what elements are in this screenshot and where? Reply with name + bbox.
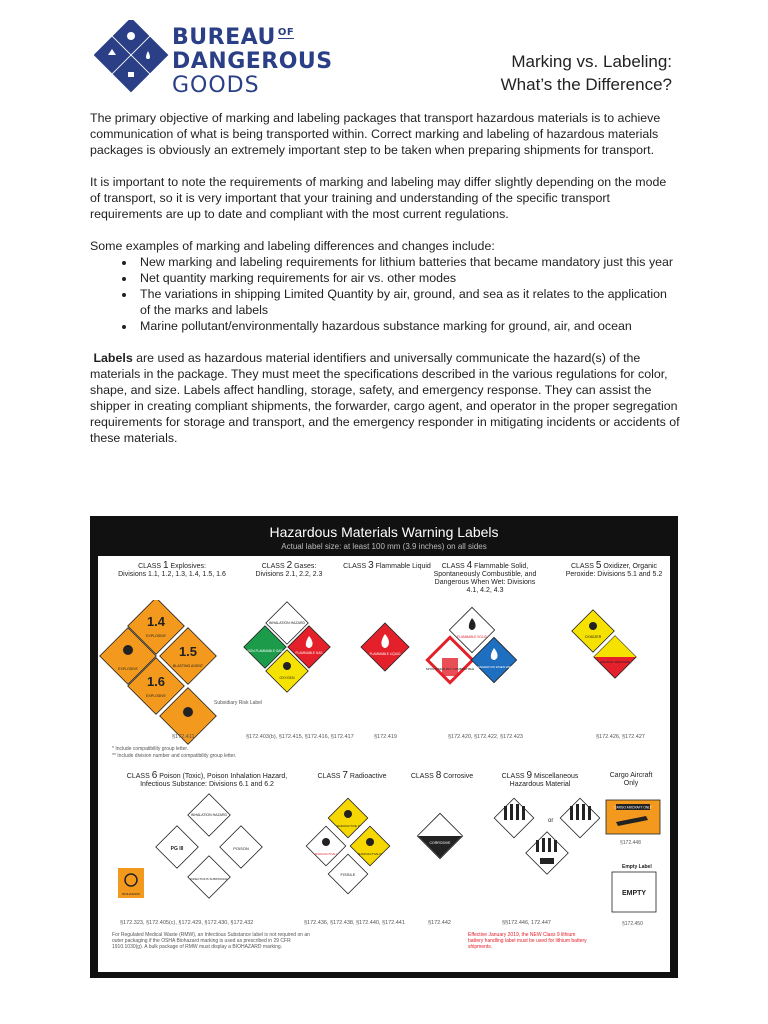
class-3-ref: §172.419 [374,734,397,740]
svg-text:CARGO AIRCRAFT ONLY: CARGO AIRCRAFT ONLY [614,805,652,810]
logo-wordmark [172,26,333,98]
poison-label [220,826,262,868]
paragraph-3: Some examples of marking and labeling differences and changes include: [90,239,495,253]
radioactive-i-label [306,826,346,866]
class-9-heading: CLASS 9 Miscellaneous Hazardous Material [501,770,579,788]
row-2-labels [98,792,670,952]
footnote-2: ** Include division number and compatibility group letter. [112,753,237,759]
differences-list [90,254,680,334]
svg-text:SPONTANEOUSLY COMBUSTIBLE: SPONTANEOUSLY COMBUSTIBLE [425,667,475,671]
subsidiary-note: Subsidiary Risk Label [214,700,263,706]
svg-text:RADIOACTIVE I: RADIOACTIVE I [314,852,338,856]
svg-text:1.6: 1.6 [146,674,166,689]
logo-line3: GOODS [172,73,260,98]
cargo-ref: §172.448 [620,840,641,846]
rmw-note: For Regulated Medical Waste (RMW), an Infectious Substance label is not required on an outer packaging if the OSHA Biohazard marking is used as prescribed in 29 CFR 1910.1030(g). A bulk package of RMW must display a BIOHAZARD marking. [112,932,310,950]
class-6-ref: §172.323, §172.405(c), §172.429, §172.430, §172.432 [120,920,254,926]
class-9-alt-label [560,798,600,838]
title-line-2: What’s the Difference? [500,75,672,94]
logo-diamonds-icon [94,20,170,104]
logo-of: OF [277,27,295,38]
article-body [90,110,680,462]
poison-pg3-label [156,826,198,868]
radioactive-iii-label [350,826,390,866]
class-8-heading: CLASS 8 Corrosive [410,770,474,781]
hazmat-labels-chart [90,516,678,978]
labels-term: Labels [93,351,133,365]
svg-text:FLAMMABLE LIQUID: FLAMMABLE LIQUID [369,652,401,656]
svg-text:DANGEROUS WHEN WET: DANGEROUS WHEN WET [475,665,513,669]
logo-line2: DANGEROUS [172,49,333,74]
infectious-substance-label [188,856,230,898]
svg-text:INHALATION HAZARD: INHALATION HAZARD [190,813,228,817]
svg-text:FLAMMABLE SOLID: FLAMMABLE SOLID [457,635,487,639]
flammable-liquid-label [361,623,409,671]
svg-text:NON-FLAMMABLE GAS: NON-FLAMMABLE GAS [247,649,283,653]
svg-text:FISSILE: FISSILE [340,872,356,877]
footnote-1: * Include compatibility group letter. [112,746,189,752]
class-3-heading: CLASS 3 Flammable Liquid [343,560,431,571]
svg-text:EMPTY: EMPTY [621,890,647,897]
cargo-aircraft-heading: Cargo Aircraft Only [609,772,653,787]
radioactive-ii-label [328,798,368,838]
page-title [501,50,672,96]
class-8-ref: §172.442 [428,920,451,926]
class-2-ref: §172.403(b), §172.415, §172.416, §172.417 [246,734,354,740]
svg-text:CORROSIVE: CORROSIVE [429,841,451,845]
biohazard-marking [118,868,144,898]
chart-title: Hazardous Materials Warning Labels [269,524,499,540]
class-2-heading: CLASS 2 Gases: Divisions 2.1, 2.2, 2.3 [255,560,323,578]
svg-text:BLASTING AGENT: BLASTING AGENT [172,664,204,668]
class-5-heading: CLASS 5 Oxidizer, Organic Peroxide: Divisions 5.1 and 5.2 [565,560,663,578]
inhalation-hazard-6-label [188,794,230,836]
or-text: or [548,818,554,824]
list-item: • Net quantity marking requirements for air vs. other modes [136,270,680,286]
fissile-label [328,854,368,894]
paragraph-4-text: are used as hazardous material identifiers and universally communicate the hazard(s) of the materials in the package. They must meet the specifications described in the various regulations for color, shape, and size. Labels affect handling, storage, safety, and emergency response. They can assist the shipper in creating compliant shipments, the forwarder, cargo agent, and operator in the proper segregation requirements for storage and transport, and the emergency responder in mitigating incidents or accidents of these materials. [90,351,680,445]
svg-text:BIOHAZARD: BIOHAZARD [122,892,140,896]
bureau-logo [94,20,334,104]
svg-text:POISON: POISON [233,846,249,851]
lithium-battery-label [526,832,568,874]
list-item: • New marking and labeling requirements for lithium batteries that became mandatory just this year [136,254,680,270]
title-line-1: Marking vs. Labeling: [511,52,672,71]
svg-text:EXPLOSIVE: EXPLOSIVE [146,694,166,698]
empty-label-title: Empty Label [622,864,652,870]
svg-text:RADIOACTIVE III: RADIOACTIVE III [358,852,382,856]
lithium-note: Effective January 2019, the NEW Class 9 lithium battery handling label must be used for lithium battery shipments. [468,932,587,950]
paragraph-1: The primary objective of marking and labeling packages that transport hazardous materials is to achieve communication of what is being transported within. Correct marking and labeling of hazardous materials packages is obviously an extremely important step to be taken when preparing shipments for transport. [90,111,661,157]
svg-text:1.5: 1.5 [178,644,198,659]
class-5-ref: §172.426, §172.427 [596,734,645,740]
svg-text:OXIDIZER: OXIDIZER [584,635,602,639]
empty-ref: §172.450 [622,921,643,927]
corrosive-label [417,813,462,858]
svg-text:RADIOACTIVE II: RADIOACTIVE II [336,824,360,828]
logo-line1: BUREAU [172,25,276,50]
svg-text:INFECTIOUS SUBSTANCE: INFECTIOUS SUBSTANCE [190,877,228,881]
svg-text:OXYGEN: OXYGEN [279,676,295,680]
class-4-heading: CLASS 4 Flammable Solid, Spontaneously Combustible, and Dangerous When Wet: Divisions 4.1, 4.2, 4.3 [433,560,537,594]
row-1-labels [98,600,670,800]
chart-panel [98,556,670,972]
svg-text:ORGANIC PEROXIDE: ORGANIC PEROXIDE [599,660,631,664]
class-1-heading: CLASS 1 Explosives: Divisions 1.1, 1.2, 1.3, 1.4, 1.5, 1.6 [118,560,226,578]
cargo-aircraft-only-label [606,800,660,834]
svg-text:EXPLOSIVE: EXPLOSIVE [146,634,166,638]
class-7-ref: §172.436, §172.438, §172.440, §172.441 [304,920,405,926]
svg-text:INHALATION HAZARD: INHALATION HAZARD [268,621,306,625]
list-item: • The variations in shipping Limited Quantity by air, ground, and sea as it relates to the application of the marks and labels [136,286,680,318]
paragraph-4 [90,350,680,446]
class-6-heading: CLASS 6 Poison (Toxic), Poison Inhalation Hazard, Infectious Substance: Divisions 6.1 and 6.2 [126,770,288,788]
paragraph-2: It is important to note the requirements of marking and labeling may differ slightly depending on the mode of transport, so it is very important that your training and understanding of the specific transport requirements are up to date and compliant with the most current regulations. [90,175,667,221]
svg-text:1.4: 1.4 [146,614,166,629]
svg-text:FLAMMABLE GAS: FLAMMABLE GAS [295,651,323,655]
class-9-label [494,798,534,838]
svg-text:PG III: PG III [170,846,184,852]
list-item: • Marine pollutant/environmentally hazardous substance marking for ground, air, and ocean [136,318,680,334]
empty-label [612,872,656,912]
class-1-ref: §172.411 [172,734,195,740]
class-4-ref: §172.420, §172.422, §172.423 [448,734,523,740]
chart-subtitle: Actual label size: at least 100 mm (3.9 inches) on all sides [281,542,487,551]
class-7-heading: CLASS 7 Radioactive [317,770,387,781]
svg-text:EXPLOSIVE: EXPLOSIVE [118,667,138,671]
class-9-ref: §§172.446, 172.447 [502,920,551,926]
